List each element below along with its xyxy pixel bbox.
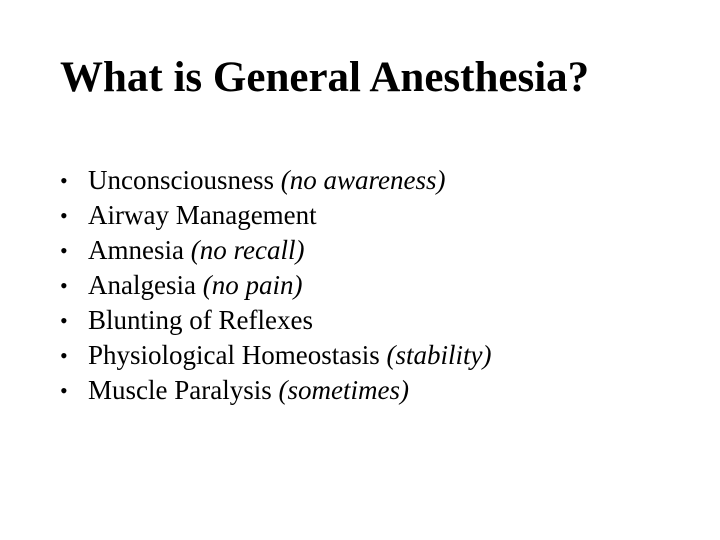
bullet-icon: • (60, 238, 68, 263)
bullet-note: (no recall) (190, 235, 305, 265)
bullet-note: (sometimes) (278, 375, 409, 405)
bullet-text (88, 268, 302, 303)
bullet-label: Airway Management (88, 200, 317, 230)
bullet-label: Physiological Homeostasis (88, 340, 380, 370)
bullet-icon: • (60, 343, 68, 368)
bullet-icon: • (60, 308, 68, 333)
bullet-text (88, 233, 304, 268)
bullet-label: Unconsciousness (88, 165, 274, 195)
bullet-label: Analgesia (88, 270, 196, 300)
bullet-text (88, 373, 409, 408)
bullet-label: Amnesia (88, 235, 184, 265)
bullet-icon: • (60, 203, 68, 228)
bullet-text (88, 198, 317, 233)
bullet-label: Muscle Paralysis (88, 375, 272, 405)
bullet-note: (stability) (386, 340, 492, 370)
bullet-icon: • (60, 273, 68, 298)
bullet-text (88, 303, 313, 338)
bullet-text (88, 163, 445, 198)
bullet-text (88, 338, 491, 373)
bullet-note: (no awareness) (280, 165, 446, 195)
bullet-note: (no pain) (202, 270, 303, 300)
bullet-icon: • (60, 378, 68, 403)
slide-title: What is General Anesthesia? (60, 54, 590, 101)
bullet-label: Blunting of Reflexes (88, 305, 313, 335)
bullet-icon: • (60, 168, 68, 193)
